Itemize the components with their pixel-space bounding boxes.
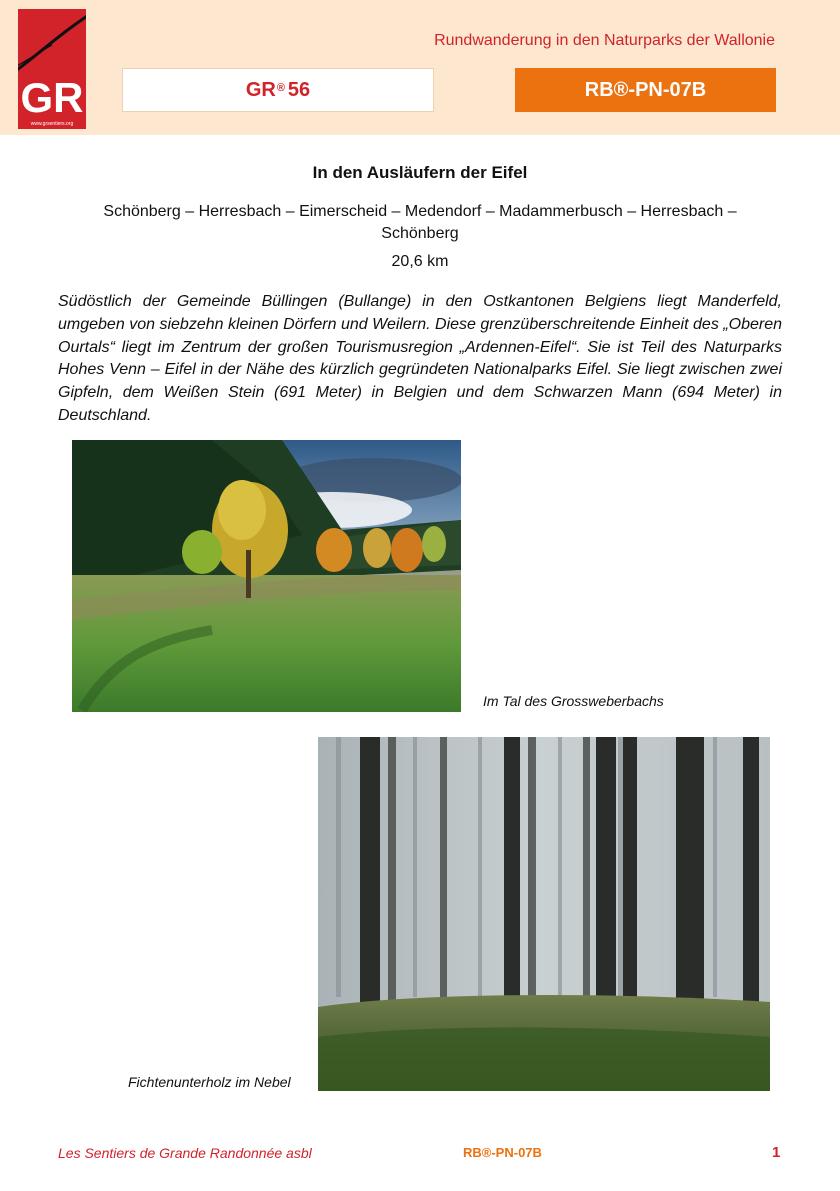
page-title: In den Ausläufern der Eifel: [312, 163, 528, 182]
page-header: [0, 0, 840, 135]
photo-caption-forest: Fichtenunterholz im Nebel: [128, 1074, 291, 1090]
page-number: 1: [772, 1144, 781, 1161]
foggy-spruce-forest-photo: [318, 737, 770, 1091]
footer-route-code: RB®-PN-07B: [463, 1145, 542, 1160]
footer-organization: Les Sentiers de Grande Randonnée asbl: [58, 1145, 312, 1161]
gr-logo: [18, 9, 86, 129]
rb-code-badge: RB®-PN-07B: [515, 68, 776, 112]
gr-badge: [122, 68, 434, 112]
gr-logo-letters: GR: [20, 74, 84, 121]
gr-badge-reg: ®: [276, 82, 285, 94]
gr-logo-url: www.grsentiers.org: [30, 121, 74, 127]
photo-caption-valley: Im Tal des Grossweberbachs: [483, 693, 664, 709]
gr-badge-number: 56: [287, 78, 311, 101]
distance: 20,6 km: [391, 253, 449, 270]
header-subtitle: Rundwanderung in den Naturparks der Wallonie: [434, 32, 775, 49]
intro-paragraph: Südöstlich der Gemeinde Büllingen (Bullange) in den Ostkantonen Belgiens liegt Manderfeld, umgeben von siebzehn kleinen Dörfern und Weilern. Diese grenzüberschreitende Einheit des „Oberen Ourtals“ liegt im Zentrum der großen Tourismusregion „Ardennen-Eifel“. Sie ist Teil des Naturparks Hohes Venn – Eifel in der Nähe des kürzlich gegründeten Nationalparks Eifel. Sie liegt zwischen zwei Gipfeln, dem Weißen Stein (691 Meter) in Belgien und dem Schwarzen Mann (694 Meter) in Deutschland.: [58, 293, 782, 424]
autumn-meadow-photo: [72, 440, 461, 712]
route-line: Schönberg – Herresbach – Eimerscheid – Medendorf – Madammerbusch – Herresbach – Schönberg: [103, 203, 737, 242]
gr-badge-prefix: GR: [245, 78, 276, 101]
